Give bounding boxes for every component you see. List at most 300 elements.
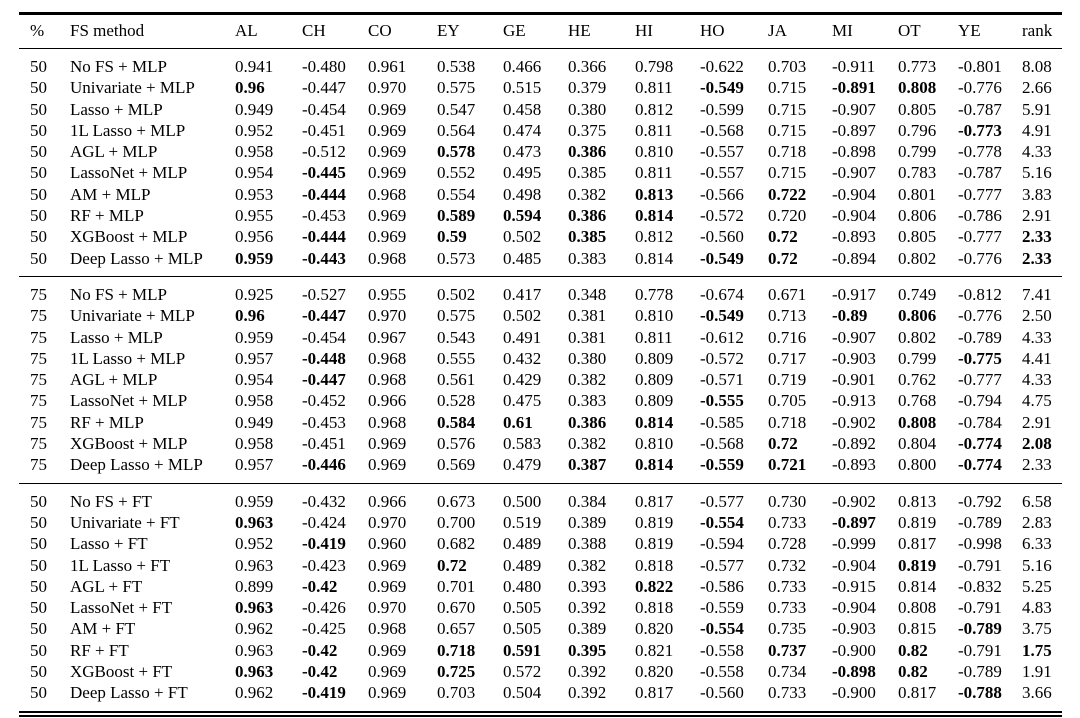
value-cell-he: 0.385 <box>568 163 607 183</box>
value-cell-he: 0.386 <box>568 142 607 162</box>
value-cell-hi: 0.814 <box>635 248 674 268</box>
percent-cell: 75 <box>30 455 47 475</box>
value-cell-co: 0.968 <box>368 370 407 390</box>
value-cell-co: 0.955 <box>368 284 407 304</box>
value-cell-ye: -0.776 <box>958 306 1002 326</box>
value-cell-mi: -0.902 <box>832 412 876 432</box>
value-cell-ho: -0.559 <box>700 455 744 475</box>
column-header-co: CO <box>368 14 437 49</box>
value-cell-ye: -0.777 <box>958 227 1002 247</box>
table-row <box>19 348 1062 369</box>
value-cell-ch: -0.447 <box>302 306 346 326</box>
value-cell-co: 0.969 <box>368 120 407 140</box>
column-header--: % <box>19 14 70 49</box>
percent-cell: 75 <box>30 412 47 432</box>
value-cell-hi: 0.814 <box>635 412 674 432</box>
value-cell-ey: 0.700 <box>437 512 476 532</box>
value-cell-al: 0.958 <box>235 434 274 454</box>
value-cell-hi: 0.818 <box>635 555 674 575</box>
value-cell-al: 0.958 <box>235 142 274 162</box>
value-cell-ye: -0.777 <box>958 184 1002 204</box>
value-cell-hi: 0.811 <box>635 327 673 347</box>
value-cell-ja: 0.705 <box>768 391 807 411</box>
fs-method-cell: Deep Lasso + FT <box>70 683 188 703</box>
value-cell-al: 0.958 <box>235 391 274 411</box>
value-cell-ye: -0.776 <box>958 78 1002 98</box>
value-cell-ge: 0.594 <box>503 206 542 226</box>
value-cell-hi: 0.814 <box>635 455 674 475</box>
value-cell-ot: 0.800 <box>898 455 937 475</box>
value-cell-co: 0.968 <box>368 412 407 432</box>
table-row <box>19 454 1062 483</box>
fs-method-cell: Deep Lasso + MLP <box>70 248 203 268</box>
value-cell-co: 0.966 <box>368 491 407 511</box>
value-cell-rank: 8.08 <box>1022 57 1052 76</box>
value-cell-ja: 0.733 <box>768 598 807 618</box>
value-cell-ot: 0.819 <box>898 555 937 575</box>
value-cell-ey: 0.573 <box>437 248 476 268</box>
value-cell-al: 0.957 <box>235 455 274 475</box>
value-cell-ey: 0.552 <box>437 163 476 183</box>
column-header-ye: YE <box>958 14 1022 49</box>
value-cell-ge: 0.417 <box>503 284 542 304</box>
value-cell-ot: 0.808 <box>898 598 937 618</box>
value-cell-ja: 0.717 <box>768 348 807 368</box>
percent-cell: 50 <box>30 248 47 268</box>
value-cell-ey: 0.564 <box>437 120 476 140</box>
value-cell-ch: -0.480 <box>302 57 346 76</box>
value-cell-mi: -0.900 <box>832 640 876 660</box>
value-cell-co: 0.970 <box>368 78 407 98</box>
fs-method-cell: Deep Lasso + MLP <box>70 455 203 475</box>
value-cell-ge: 0.491 <box>503 327 542 347</box>
value-cell-hi: 0.809 <box>635 370 674 390</box>
value-cell-hi: 0.814 <box>635 206 674 226</box>
value-cell-ho: -0.622 <box>700 57 744 76</box>
value-cell-ho: -0.560 <box>700 227 744 247</box>
value-cell-al: 0.952 <box>235 534 274 554</box>
value-cell-ey: 0.502 <box>437 284 476 304</box>
value-cell-he: 0.375 <box>568 120 607 140</box>
value-cell-ey: 0.578 <box>437 142 476 162</box>
value-cell-ge: 0.61 <box>503 412 533 432</box>
value-cell-ye: -0.794 <box>958 391 1002 411</box>
percent-cell: 50 <box>30 184 47 204</box>
value-cell-al: 0.956 <box>235 227 274 247</box>
value-cell-ot: 0.799 <box>898 348 937 368</box>
value-cell-he: 0.384 <box>568 491 607 511</box>
value-cell-ge: 0.498 <box>503 184 542 204</box>
value-cell-ey: 0.718 <box>437 640 476 660</box>
value-cell-ho: -0.549 <box>700 78 744 98</box>
value-cell-ho: -0.599 <box>700 99 744 119</box>
value-cell-ye: -0.812 <box>958 284 1002 304</box>
value-cell-al: 0.949 <box>235 412 274 432</box>
value-cell-rank: 3.75 <box>1022 619 1052 639</box>
value-cell-ho: -0.572 <box>700 206 744 226</box>
value-cell-he: 0.380 <box>568 348 607 368</box>
value-cell-ch: -0.424 <box>302 512 346 532</box>
value-cell-ge: 0.502 <box>503 227 542 247</box>
percent-cell: 50 <box>30 99 47 119</box>
value-cell-ch: -0.42 <box>302 662 338 682</box>
value-cell-al: 0.959 <box>235 248 274 268</box>
value-cell-ye: -0.791 <box>958 555 1002 575</box>
value-cell-mi: -0.907 <box>832 327 876 347</box>
value-cell-ot: 0.796 <box>898 120 937 140</box>
value-cell-ye: -0.998 <box>958 534 1002 554</box>
fs-method-cell: Lasso + MLP <box>70 327 163 347</box>
percent-cell: 50 <box>30 512 47 532</box>
value-cell-ch: -0.419 <box>302 534 346 554</box>
value-cell-ot: 0.82 <box>898 662 928 682</box>
value-cell-ge: 0.505 <box>503 598 542 618</box>
percent-cell: 50 <box>30 534 47 554</box>
table-row <box>19 661 1062 682</box>
value-cell-ch: -0.454 <box>302 327 346 347</box>
value-cell-ch: -0.454 <box>302 99 346 119</box>
value-cell-ye: -0.773 <box>958 120 1002 140</box>
value-cell-ch: -0.423 <box>302 555 346 575</box>
value-cell-he: 0.381 <box>568 327 607 347</box>
value-cell-ge: 0.591 <box>503 640 542 660</box>
value-cell-ot: 0.815 <box>898 619 937 639</box>
value-cell-al: 0.941 <box>235 57 274 76</box>
value-cell-ja: 0.715 <box>768 78 807 98</box>
value-cell-rank: 2.91 <box>1022 206 1052 226</box>
value-cell-ot: 0.802 <box>898 248 937 268</box>
value-cell-ch: -0.446 <box>302 455 346 475</box>
value-cell-he: 0.366 <box>568 57 607 76</box>
value-cell-he: 0.382 <box>568 184 607 204</box>
table-row <box>19 205 1062 226</box>
table-row <box>19 682 1062 713</box>
column-header-ja: JA <box>768 14 832 49</box>
value-cell-ey: 0.575 <box>437 306 476 326</box>
table-row <box>19 248 1062 277</box>
value-cell-ja: 0.703 <box>768 57 807 76</box>
value-cell-ge: 0.458 <box>503 99 542 119</box>
row-group-3 <box>19 483 1062 713</box>
value-cell-hi: 0.819 <box>635 512 674 532</box>
value-cell-co: 0.968 <box>368 184 407 204</box>
value-cell-hi: 0.810 <box>635 306 674 326</box>
value-cell-mi: -0.904 <box>832 598 876 618</box>
value-cell-mi: -0.917 <box>832 284 876 304</box>
value-cell-ge: 0.572 <box>503 662 542 682</box>
value-cell-ja: 0.734 <box>768 662 807 682</box>
value-cell-hi: 0.809 <box>635 391 674 411</box>
value-cell-rank: 3.66 <box>1022 683 1052 703</box>
value-cell-al: 0.962 <box>235 619 274 639</box>
value-cell-hi: 0.811 <box>635 163 673 183</box>
value-cell-ho: -0.586 <box>700 576 744 596</box>
value-cell-co: 0.967 <box>368 327 407 347</box>
value-cell-hi: 0.778 <box>635 284 674 304</box>
table-row <box>19 555 1062 576</box>
percent-cell: 50 <box>30 120 47 140</box>
value-cell-mi: -0.898 <box>832 142 876 162</box>
value-cell-ge: 0.519 <box>503 512 542 532</box>
value-cell-ja: 0.719 <box>768 370 807 390</box>
value-cell-rank: 4.75 <box>1022 391 1052 411</box>
value-cell-co: 0.969 <box>368 555 407 575</box>
table-row <box>19 226 1062 247</box>
value-cell-al: 0.959 <box>235 491 274 511</box>
value-cell-al: 0.949 <box>235 99 274 119</box>
value-cell-ja: 0.671 <box>768 284 807 304</box>
value-cell-ge: 0.475 <box>503 391 542 411</box>
value-cell-ho: -0.554 <box>700 512 744 532</box>
value-cell-he: 0.387 <box>568 455 607 475</box>
fs-method-cell: XGBoost + FT <box>70 662 173 682</box>
value-cell-rank: 2.33 <box>1022 227 1052 247</box>
value-cell-rank: 4.33 <box>1022 142 1052 162</box>
value-cell-rank: 5.91 <box>1022 99 1052 119</box>
value-cell-ja: 0.72 <box>768 227 798 247</box>
value-cell-rank: 6.58 <box>1022 491 1052 511</box>
value-cell-ja: 0.715 <box>768 99 807 119</box>
value-cell-co: 0.970 <box>368 512 407 532</box>
value-cell-mi: -0.89 <box>832 306 868 326</box>
value-cell-ye: -0.776 <box>958 248 1002 268</box>
value-cell-ey: 0.561 <box>437 370 476 390</box>
value-cell-ch: -0.432 <box>302 491 346 511</box>
value-cell-ho: -0.612 <box>700 327 744 347</box>
value-cell-ja: 0.72 <box>768 248 798 268</box>
value-cell-hi: 0.817 <box>635 491 674 511</box>
value-cell-ot: 0.806 <box>898 206 937 226</box>
table-row <box>19 120 1062 141</box>
value-cell-mi: -0.999 <box>832 534 876 554</box>
table-row <box>19 483 1062 512</box>
value-cell-ja: 0.715 <box>768 163 807 183</box>
fs-method-cell: Lasso + MLP <box>70 99 163 119</box>
value-cell-rank: 2.91 <box>1022 412 1052 432</box>
value-cell-co: 0.969 <box>368 576 407 596</box>
percent-cell: 50 <box>30 662 47 682</box>
percent-cell: 50 <box>30 491 47 511</box>
value-cell-ge: 0.489 <box>503 555 542 575</box>
value-cell-ye: -0.774 <box>958 434 1002 454</box>
fs-method-cell: Lasso + FT <box>70 534 148 554</box>
value-cell-ot: 0.804 <box>898 434 937 454</box>
value-cell-ja: 0.720 <box>768 206 807 226</box>
value-cell-ey: 0.584 <box>437 412 476 432</box>
value-cell-rank: 1.91 <box>1022 662 1052 682</box>
value-cell-ot: 0.773 <box>898 57 937 76</box>
value-cell-ot: 0.808 <box>898 412 937 432</box>
value-cell-ge: 0.515 <box>503 78 542 98</box>
feature-selection-results-table <box>19 12 1062 717</box>
fs-method-cell: AGL + MLP <box>70 142 158 162</box>
value-cell-ot: 0.819 <box>898 512 937 532</box>
column-header-ch: CH <box>302 14 368 49</box>
value-cell-ey: 0.72 <box>437 555 467 575</box>
value-cell-ge: 0.505 <box>503 619 542 639</box>
value-cell-co: 0.969 <box>368 662 407 682</box>
column-header-ho: HO <box>700 14 768 49</box>
value-cell-ch: -0.451 <box>302 120 346 140</box>
percent-cell: 50 <box>30 142 47 162</box>
value-cell-he: 0.392 <box>568 683 607 703</box>
value-cell-ye: -0.792 <box>958 491 1002 511</box>
value-cell-rank: 5.16 <box>1022 163 1052 183</box>
value-cell-co: 0.969 <box>368 99 407 119</box>
table-header <box>19 14 1062 49</box>
value-cell-ja: 0.721 <box>768 455 807 475</box>
value-cell-co: 0.968 <box>368 348 407 368</box>
value-cell-ho: -0.557 <box>700 163 744 183</box>
value-cell-ge: 0.495 <box>503 163 542 183</box>
value-cell-he: 0.382 <box>568 434 607 454</box>
value-cell-mi: -0.893 <box>832 227 876 247</box>
value-cell-ye: -0.789 <box>958 327 1002 347</box>
table-row <box>19 99 1062 120</box>
value-cell-he: 0.383 <box>568 391 607 411</box>
value-cell-ot: 0.82 <box>898 640 928 660</box>
value-cell-co: 0.969 <box>368 142 407 162</box>
value-cell-ho: -0.559 <box>700 598 744 618</box>
value-cell-ho: -0.585 <box>700 412 744 432</box>
value-cell-ho: -0.594 <box>700 534 744 554</box>
value-cell-mi: -0.915 <box>832 576 876 596</box>
value-cell-al: 0.962 <box>235 683 274 703</box>
fs-method-cell: Univariate + MLP <box>70 78 195 98</box>
value-cell-rank: 3.83 <box>1022 184 1052 204</box>
value-cell-rank: 4.41 <box>1022 348 1052 368</box>
value-cell-ey: 0.576 <box>437 434 476 454</box>
table-row <box>19 327 1062 348</box>
value-cell-he: 0.381 <box>568 306 607 326</box>
value-cell-ey: 0.555 <box>437 348 476 368</box>
value-cell-mi: -0.907 <box>832 163 876 183</box>
percent-cell: 50 <box>30 640 47 660</box>
value-cell-ho: -0.572 <box>700 348 744 368</box>
value-cell-ch: -0.448 <box>302 348 346 368</box>
value-cell-ot: 0.801 <box>898 184 937 204</box>
value-cell-he: 0.392 <box>568 662 607 682</box>
value-cell-al: 0.96 <box>235 306 265 326</box>
fs-method-cell: LassoNet + FT <box>70 598 173 618</box>
value-cell-ho: -0.549 <box>700 248 744 268</box>
value-cell-ot: 0.806 <box>898 306 937 326</box>
value-cell-ja: 0.718 <box>768 412 807 432</box>
value-cell-al: 0.899 <box>235 576 274 596</box>
value-cell-ja: 0.733 <box>768 576 807 596</box>
value-cell-ye: -0.787 <box>958 99 1002 119</box>
value-cell-ye: -0.774 <box>958 455 1002 475</box>
value-cell-al: 0.96 <box>235 78 265 98</box>
table-row <box>19 576 1062 597</box>
value-cell-al: 0.954 <box>235 370 274 390</box>
value-cell-ch: -0.42 <box>302 576 338 596</box>
value-cell-rank: 1.75 <box>1022 640 1052 660</box>
value-cell-hi: 0.818 <box>635 598 674 618</box>
value-cell-hi: 0.819 <box>635 534 674 554</box>
value-cell-hi: 0.820 <box>635 662 674 682</box>
fs-method-cell: AM + FT <box>70 619 136 639</box>
value-cell-ho: -0.557 <box>700 142 744 162</box>
value-cell-mi: -0.898 <box>832 662 876 682</box>
value-cell-co: 0.968 <box>368 619 407 639</box>
value-cell-al: 0.957 <box>235 348 274 368</box>
value-cell-ye: -0.784 <box>958 412 1002 432</box>
fs-method-cell: LassoNet + MLP <box>70 163 188 183</box>
value-cell-ge: 0.485 <box>503 248 542 268</box>
value-cell-ch: -0.444 <box>302 227 346 247</box>
fs-method-cell: Univariate + MLP <box>70 306 195 326</box>
value-cell-hi: 0.822 <box>635 576 674 596</box>
percent-cell: 50 <box>30 227 47 247</box>
value-cell-rank: 2.83 <box>1022 512 1052 532</box>
value-cell-hi: 0.798 <box>635 57 674 76</box>
value-cell-ot: 0.802 <box>898 327 937 347</box>
value-cell-ja: 0.733 <box>768 512 807 532</box>
value-cell-mi: -0.897 <box>832 120 876 140</box>
value-cell-ch: -0.447 <box>302 78 346 98</box>
value-cell-ja: 0.722 <box>768 184 807 204</box>
value-cell-ja: 0.72 <box>768 434 798 454</box>
value-cell-mi: -0.891 <box>832 78 876 98</box>
table-row <box>19 597 1062 618</box>
table-row <box>19 433 1062 454</box>
value-cell-ge: 0.480 <box>503 576 542 596</box>
value-cell-mi: -0.903 <box>832 348 876 368</box>
value-cell-mi: -0.907 <box>832 99 876 119</box>
table-header-row <box>19 14 1062 49</box>
fs-method-cell: No FS + FT <box>70 491 152 511</box>
percent-cell: 50 <box>30 576 47 596</box>
value-cell-he: 0.389 <box>568 512 607 532</box>
value-cell-ja: 0.713 <box>768 306 807 326</box>
value-cell-ye: -0.789 <box>958 619 1002 639</box>
value-cell-ey: 0.543 <box>437 327 476 347</box>
fs-method-cell: LassoNet + MLP <box>70 391 188 411</box>
value-cell-ge: 0.429 <box>503 370 542 390</box>
value-cell-ja: 0.737 <box>768 640 807 660</box>
value-cell-mi: -0.897 <box>832 512 876 532</box>
value-cell-co: 0.969 <box>368 206 407 226</box>
value-cell-ey: 0.701 <box>437 576 476 596</box>
value-cell-ja: 0.735 <box>768 619 807 639</box>
value-cell-al: 0.954 <box>235 163 274 183</box>
value-cell-rank: 2.50 <box>1022 306 1052 326</box>
value-cell-hi: 0.812 <box>635 99 674 119</box>
fs-method-cell: AGL + MLP <box>70 370 158 390</box>
value-cell-ho: -0.554 <box>700 619 744 639</box>
fs-method-cell: Univariate + FT <box>70 512 180 532</box>
value-cell-he: 0.395 <box>568 640 607 660</box>
value-cell-rank: 5.25 <box>1022 576 1052 596</box>
value-cell-ch: -0.451 <box>302 434 346 454</box>
value-cell-ho: -0.560 <box>700 683 744 703</box>
value-cell-co: 0.961 <box>368 57 407 76</box>
value-cell-ch: -0.512 <box>302 142 346 162</box>
value-cell-co: 0.968 <box>368 248 407 268</box>
value-cell-ye: -0.791 <box>958 598 1002 618</box>
value-cell-rank: 6.33 <box>1022 534 1052 554</box>
value-cell-rank: 7.41 <box>1022 284 1052 304</box>
value-cell-al: 0.959 <box>235 327 274 347</box>
value-cell-co: 0.969 <box>368 434 407 454</box>
value-cell-ot: 0.768 <box>898 391 937 411</box>
value-cell-ch: -0.426 <box>302 598 346 618</box>
value-cell-co: 0.969 <box>368 227 407 247</box>
value-cell-ch: -0.452 <box>302 391 346 411</box>
value-cell-co: 0.969 <box>368 455 407 475</box>
value-cell-he: 0.348 <box>568 284 607 304</box>
